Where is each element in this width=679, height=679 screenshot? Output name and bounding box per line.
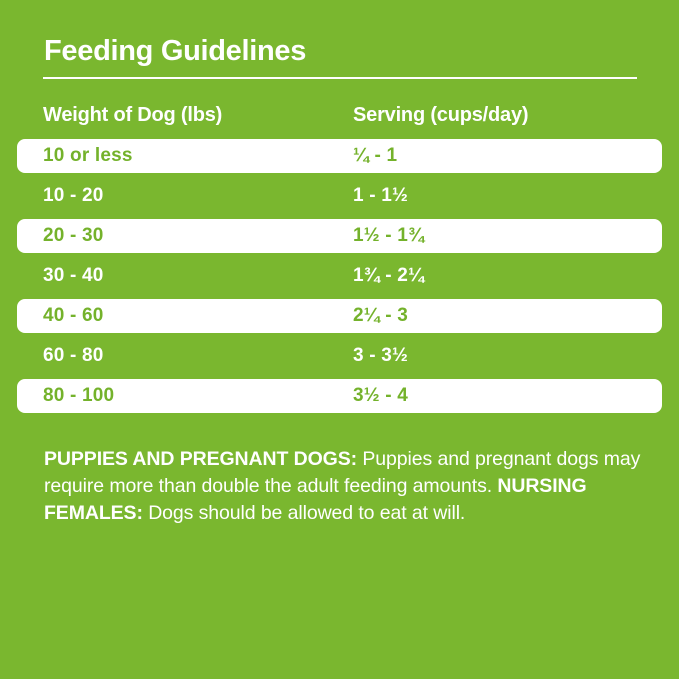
puppies-pregnant-text: Puppies and pregnant dogs may require more than double the adult feeding amounts. bbox=[44, 448, 641, 497]
weight-cell: 10 - 20 bbox=[43, 185, 104, 206]
serving-cell: 1¾ - 2¼ bbox=[353, 265, 425, 286]
feeding-table bbox=[17, 103, 662, 413]
column-header-serving: Serving (cups/day) bbox=[353, 103, 529, 126]
weight-cell: 20 - 30 bbox=[43, 225, 104, 246]
serving-cell: 1½ - 1¾ bbox=[353, 225, 425, 246]
weight-cell: 30 - 40 bbox=[43, 265, 104, 286]
serving-cell: 1 - 1½ bbox=[353, 185, 409, 206]
feeding-notes bbox=[44, 446, 644, 527]
serving-cell: 3 - 3½ bbox=[353, 345, 409, 366]
serving-cell: 3½ - 4 bbox=[353, 385, 409, 406]
table-row bbox=[17, 219, 662, 253]
weight-cell: 80 - 100 bbox=[43, 385, 115, 406]
serving-cell: 2¼ - 3 bbox=[353, 305, 409, 326]
weight-cell: 60 - 80 bbox=[43, 345, 104, 366]
table-row bbox=[17, 379, 662, 413]
table-row bbox=[17, 179, 662, 213]
table-row bbox=[17, 339, 662, 373]
puppies-pregnant-label: PUPPIES AND PREGNANT DOGS: bbox=[44, 448, 358, 470]
table-row bbox=[17, 259, 662, 293]
nursing-females-text: Dogs should be allowed to eat at will. bbox=[142, 502, 466, 524]
serving-cell: ¼ - 1 bbox=[353, 145, 398, 166]
table-header-row bbox=[17, 103, 662, 127]
title-underline-rule bbox=[43, 77, 637, 79]
weight-cell: 40 - 60 bbox=[43, 305, 104, 326]
weight-cell: 10 or less bbox=[43, 145, 133, 166]
table-row bbox=[17, 139, 662, 173]
table-row bbox=[17, 299, 662, 333]
page-title: Feeding Guidelines bbox=[44, 35, 307, 67]
nursing-females-label: NURSING FEMALES: bbox=[44, 475, 587, 524]
column-header-weight: Weight of Dog (lbs) bbox=[43, 103, 223, 126]
